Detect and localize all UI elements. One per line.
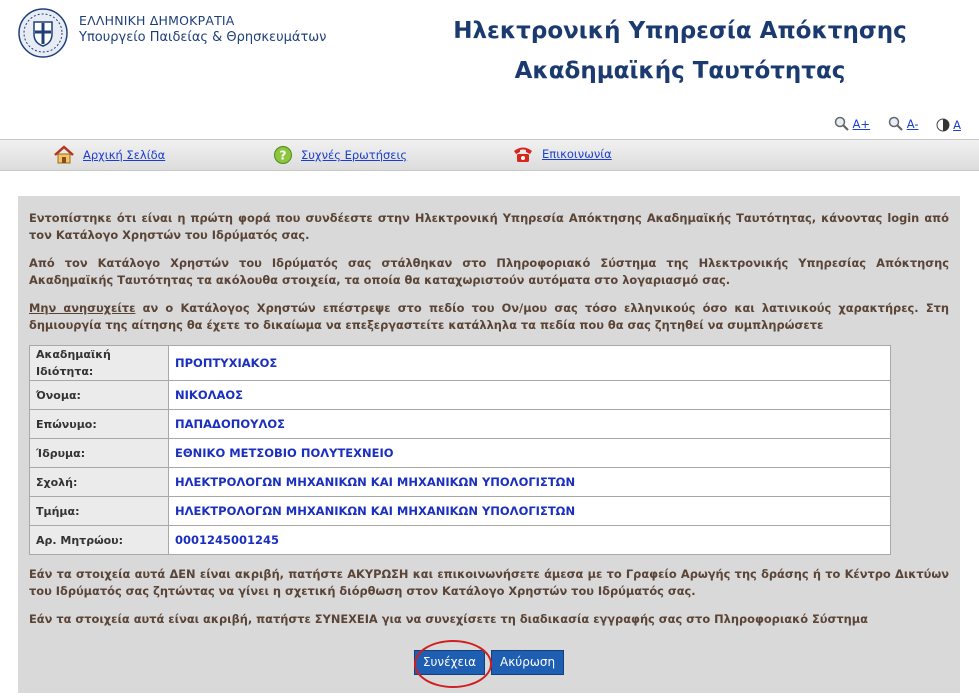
field-label: Όνομα: xyxy=(30,381,169,410)
home-icon xyxy=(53,145,75,165)
table-row xyxy=(30,468,891,497)
contrast-control[interactable] xyxy=(936,118,961,132)
table-row xyxy=(30,381,891,410)
field-value: ΕΘΝΙΚΟ ΜΕΤΣΟΒΙΟ ΠΟΛΥΤΕΧΝΕΙΟ xyxy=(169,439,891,468)
table-row xyxy=(30,497,891,526)
intro-paragraph: Εντοπίστηκε ότι είναι η πρώτη φορά που συνδέεστε στην Ηλεκτρονική Υπηρεσία Απόκτησης Ακαδημαϊκής Ταυτότητας, κάνοντας login από τον Κατάλογο Χρηστών του Ιδρύματός σας. xyxy=(29,211,949,242)
field-label: Σχολή: xyxy=(30,468,169,497)
page-title-line-2: Ακαδημαϊκής Ταυτότητας xyxy=(514,58,846,84)
nav-item-home[interactable] xyxy=(53,145,165,165)
contrast-link[interactable]: A xyxy=(953,118,961,132)
magnifier-plus-icon xyxy=(834,116,850,132)
help-icon xyxy=(273,145,293,165)
continue-instructions: Εάν τα στοιχεία αυτά είναι ακριβή, πατήστε ΣΥΝΕΧΕΙΑ για να συνεχίσετε τη διαδικασία εγγραφής σας στο Πληροφοριακό Σύστημα xyxy=(29,612,868,626)
main-navbar xyxy=(0,139,979,171)
page-title-line-1: Ηλεκτρονική Υπηρεσία Απόκτησης xyxy=(453,18,907,44)
svg-text:?: ? xyxy=(279,148,287,163)
table-row xyxy=(30,526,891,555)
contrast-icon xyxy=(936,118,950,132)
nav-home-link[interactable]: Αρχική Σελίδα xyxy=(83,148,166,162)
field-label: Ακαδημαϊκή Ιδιότητα: xyxy=(30,346,169,381)
field-value: ΗΛΕΚΤΡΟΛΟΓΩΝ ΜΗΧΑΝΙΚΩΝ ΚΑΙ ΜΗΧΑΝΙΚΩΝ ΥΠΟΛΟΓΙΣΤΩΝ xyxy=(169,497,891,526)
ministry-line-1: ΕΛΛΗΝΙΚΗ ΔΗΜΟΚΡΑΤΙΑ xyxy=(79,13,235,28)
nav-item-faq[interactable] xyxy=(273,145,407,165)
accessibility-controls xyxy=(820,116,961,135)
user-details-table xyxy=(29,345,891,555)
notice-text: αν ο Κατάλογος Χρηστών επέστρεψε στο πεδίο του Ον/μου σας τόσο ελληνικούς όσο και λατινικούς χαρακτήρες. Στη δημιουργία της αίτησης θα έχετε το δικαίωμα να επεξεργαστείτε κατάλληλα τα πεδία που θα σας ζητηθεί να συμπληρώσετε xyxy=(29,301,950,332)
notice-paragraph xyxy=(29,300,949,334)
table-row xyxy=(30,410,891,439)
action-buttons xyxy=(18,650,960,675)
cancel-instructions: Εάν τα στοιχεία αυτά ΔΕΝ είναι ακριβή, πατήστε ΑΚΥΡΩΣΗ και επικοινωνήσετε άμεσα με το Γραφείο Αρωγής της δράσης ή το Κέντρο Δικτύων του Ιδρύματός σας ζητώντας να γίνει η σχετική διόρθωση στον Κατάλογο Χρηστών του Ιδρύματός σας. xyxy=(29,567,949,598)
field-label: Αρ. Μητρώου: xyxy=(30,526,169,555)
ministry-line-2: Υπουργείο Παιδείας & Θρησκευμάτων xyxy=(79,30,327,45)
confirmation-panel xyxy=(18,196,960,693)
greek-emblem-logo xyxy=(18,8,68,58)
field-value: ΗΛΕΚΤΡΟΛΟΓΩΝ ΜΗΧΑΝΙΚΩΝ ΚΑΙ ΜΗΧΑΝΙΚΩΝ ΥΠΟΛΟΓΙΣΤΩΝ xyxy=(169,468,891,497)
page-title xyxy=(440,11,920,91)
font-decrease-link[interactable]: A- xyxy=(906,117,919,131)
field-label: Τμήμα: xyxy=(30,497,169,526)
continue-button[interactable]: Συνέχεια xyxy=(414,650,485,675)
font-increase-link[interactable]: A+ xyxy=(852,117,871,131)
ministry-label xyxy=(79,13,326,45)
table-row xyxy=(30,346,891,381)
font-decrease-control[interactable] xyxy=(888,116,919,132)
field-value: ΠΑΠΑΔΟΠΟΥΛΟΣ xyxy=(169,410,891,439)
field-value: 0001245001245 xyxy=(169,526,891,555)
nav-contact-link[interactable]: Επικοινωνία xyxy=(542,147,612,161)
field-value: ΠΡΟΠΤΥΧΙΑΚΟΣ xyxy=(169,346,891,381)
magnifier-minus-icon xyxy=(888,116,904,132)
field-label: Ίδρυμα: xyxy=(30,439,169,468)
font-increase-control[interactable] xyxy=(834,116,871,132)
phone-icon xyxy=(512,145,534,163)
field-label: Επώνυμο: xyxy=(30,410,169,439)
nav-item-contact[interactable] xyxy=(512,145,612,163)
notice-emphasis: Μην ανησυχείτε xyxy=(29,301,136,315)
cancel-button[interactable]: Ακύρωση xyxy=(491,650,564,675)
nav-faq-link[interactable]: Συχνές Ερωτήσεις xyxy=(301,148,408,162)
field-value: ΝΙΚΟΛΑΟΣ xyxy=(169,381,891,410)
info-paragraph: Από τον Κατάλογο Χρηστών του Ιδρύματός σας στάλθηκαν στο Πληροφοριακό Σύστημα της Ηλεκτρονικής Υπηρεσίας Απόκτησης Ακαδημαϊκής Ταυτότητας τα ακόλουθα στοιχεία, τα οποία θα καταχωριστούν αυτόματα στο λογαριασμό σας. xyxy=(29,256,949,287)
table-row xyxy=(30,439,891,468)
